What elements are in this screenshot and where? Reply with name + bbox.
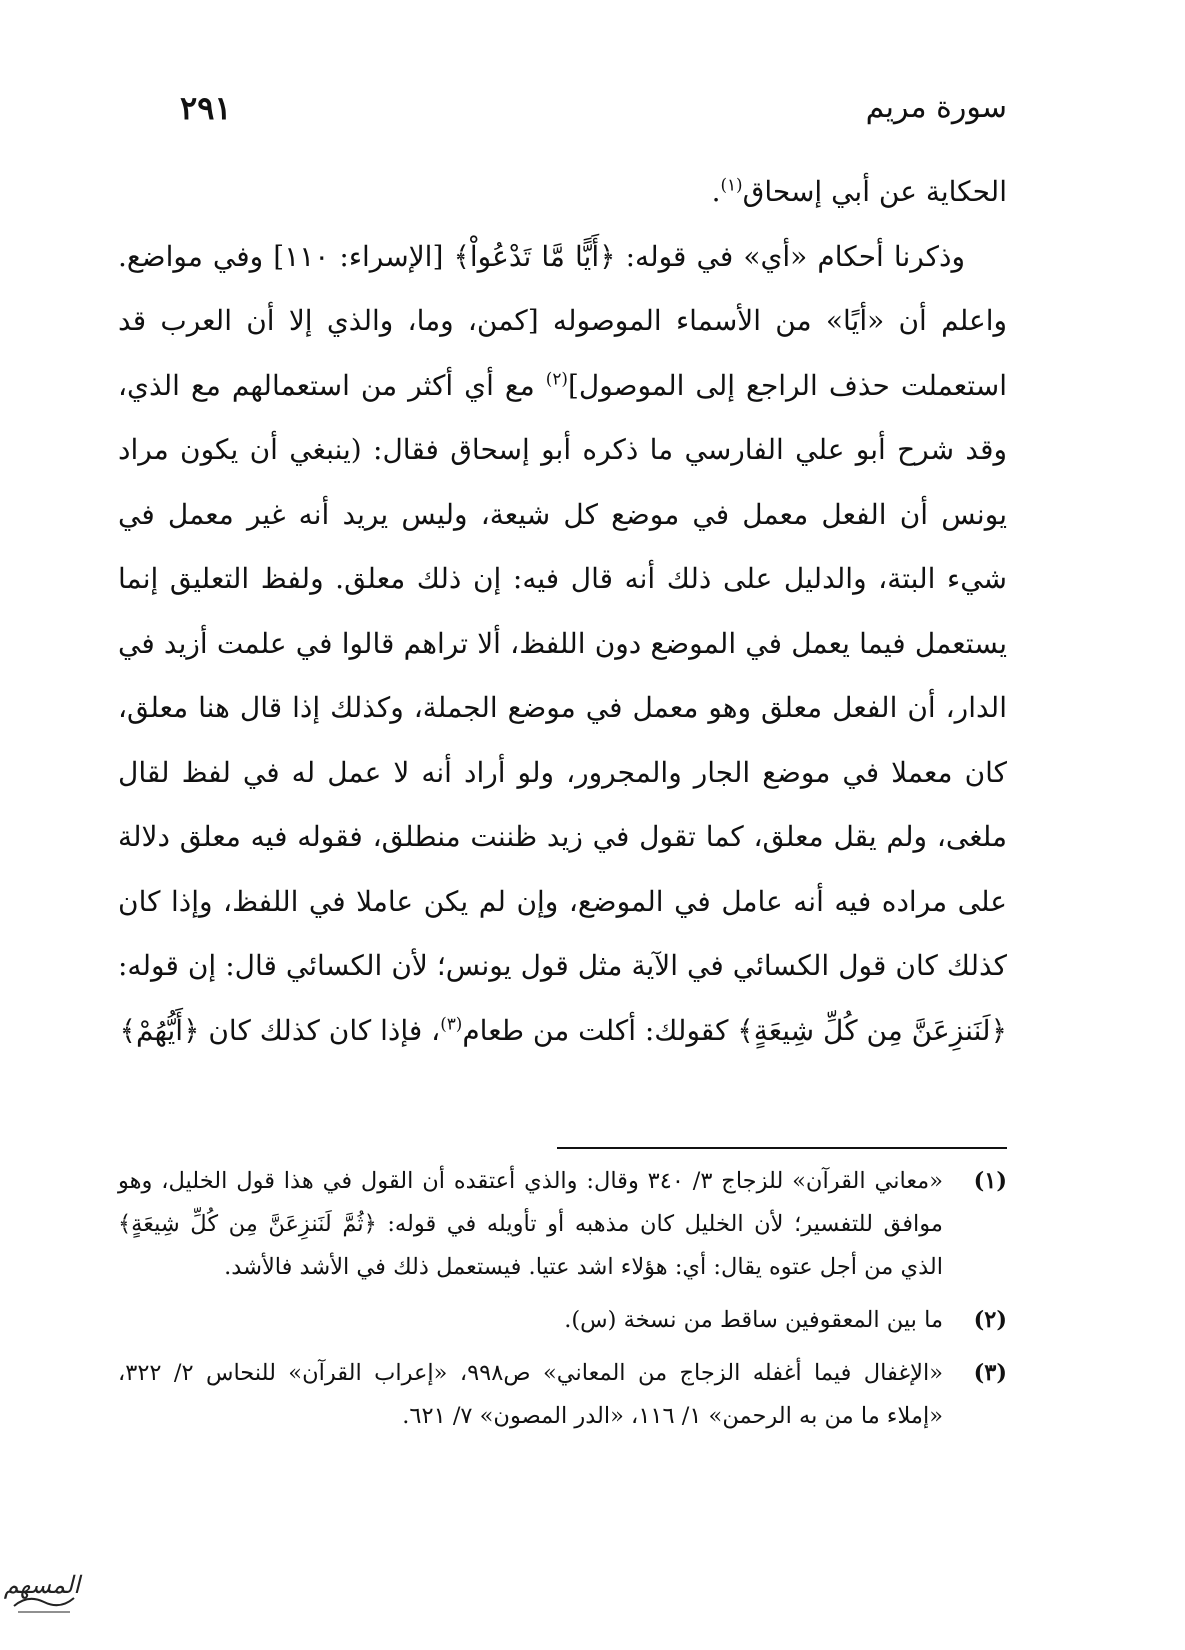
paragraph-2	[118, 225, 1007, 1064]
paragraph-2-text-c: ، فإذا كان كذلك كان ﴿أَيُّهُمْ﴾	[119, 1013, 441, 1047]
surah-title: سورة مريم	[865, 90, 1007, 125]
footnote-ref-3: (٣)	[440, 1013, 463, 1034]
logo-text: المسهم	[3, 1571, 80, 1599]
paragraph-2-text-a: وذكرنا أحكام «أي» في قوله: ﴿أَيًّا مَّا تَدْعُواْ﴾ [الإسراء: ١١٠] وفي مواضع. واعلم أن «أيًا» من الأسماء الموصوله [كمن، وما، والذي إلا أن العرب قد استعملت حذف الراجع إلى الموصول]	[118, 239, 1007, 402]
page-number: ٢٩١	[180, 89, 232, 127]
footnote-separator	[557, 1147, 1007, 1149]
footnote-ref-1: (١)	[720, 174, 743, 195]
footnote-number: (٣)	[973, 1360, 1007, 1386]
paragraph-2-text-b: مع أي أكثر من استعمالهم مع الذي، وقد شرح أبو علي الفارسي ما ذكره أبو إسحاق فقال: (ينبغي أن يكون مراد يونس أن الفعل معمل في موضع كل شيعة، وليس يريد أنه غير معمل في شيء البتة، والدليل على ذلك أنه قال فيه: إن ذلك معلق. ولفظ التعليق إنما يستعمل فيما يعمل في الموضع دون اللفظ، ألا تراهم قالوا في علمت أزيد في الدار، أن الفعل معلق وهو معمل في موضع الجملة، وكذلك إذا قال هنا معلق، كان معملا في موضع الجار والمجرور، ولو أراد أنه لا عمل له في لفظ لقال ملغى، ولم يقل معلق، كما تقول في زيد ظننت منطلق، فقوله فيه معلق دلالة على مراده فيه أنه عامل في الموضع، وإن لم يكن عاملا في اللفظ، وإذا كان كذلك كان قول الكسائي في الآية مثل قول يونس؛ لأن الكسائي قال: إن قوله: ﴿لَنَنزِعَنَّ مِن كُلِّ شِيعَةٍ﴾ كقولك: أكلت من طعام	[118, 368, 1008, 1047]
footnote-3	[118, 1352, 1007, 1438]
publisher-logo	[3, 1548, 80, 1624]
footnote-2	[118, 1299, 1007, 1342]
paragraph-1-text: الحكاية عن أبي إسحاق	[742, 175, 1007, 208]
paragraph-1	[118, 160, 1007, 225]
main-text	[118, 160, 1007, 1063]
footnote-text: «معاني القرآن» للزجاج ٣/ ٣٤٠ وقال: والذي أعتقده أن القول في هذا قول الخليل، وهو موافق للتفسير؛ لأن الخليل كان مذهبه أو تأويله في قوله: ﴿ثُمَّ لَنَنزِعَنَّ مِن كُلِّ شِيعَةٍ﴾ الذي من أجل عتوه يقال: أي: هؤلاء اشد عتيا. فيستعمل ذلك في الأشد فالأشد.	[118, 1168, 943, 1280]
page-header	[180, 88, 1007, 138]
paragraph-1-end: .	[711, 175, 721, 208]
footnote-number: (١)	[973, 1168, 1007, 1194]
footnote-text: ما بين المعقوفين ساقط من نسخة (س).	[564, 1307, 943, 1333]
footnote-1	[118, 1160, 1007, 1289]
footnote-ref-2: (٢)	[545, 368, 568, 389]
footnote-text: «الإغفال فيما أغفله الزجاج من المعاني» ص٩٩٨، «إعراب القرآن» للنحاس ٢/ ٣٢٢، «إملاء ما من به الرحمن» ١/ ١١٦، «الدر المصون» ٧/ ٦٢١.	[118, 1360, 944, 1429]
footnote-number: (٢)	[973, 1307, 1007, 1333]
footnotes	[118, 1160, 1007, 1448]
